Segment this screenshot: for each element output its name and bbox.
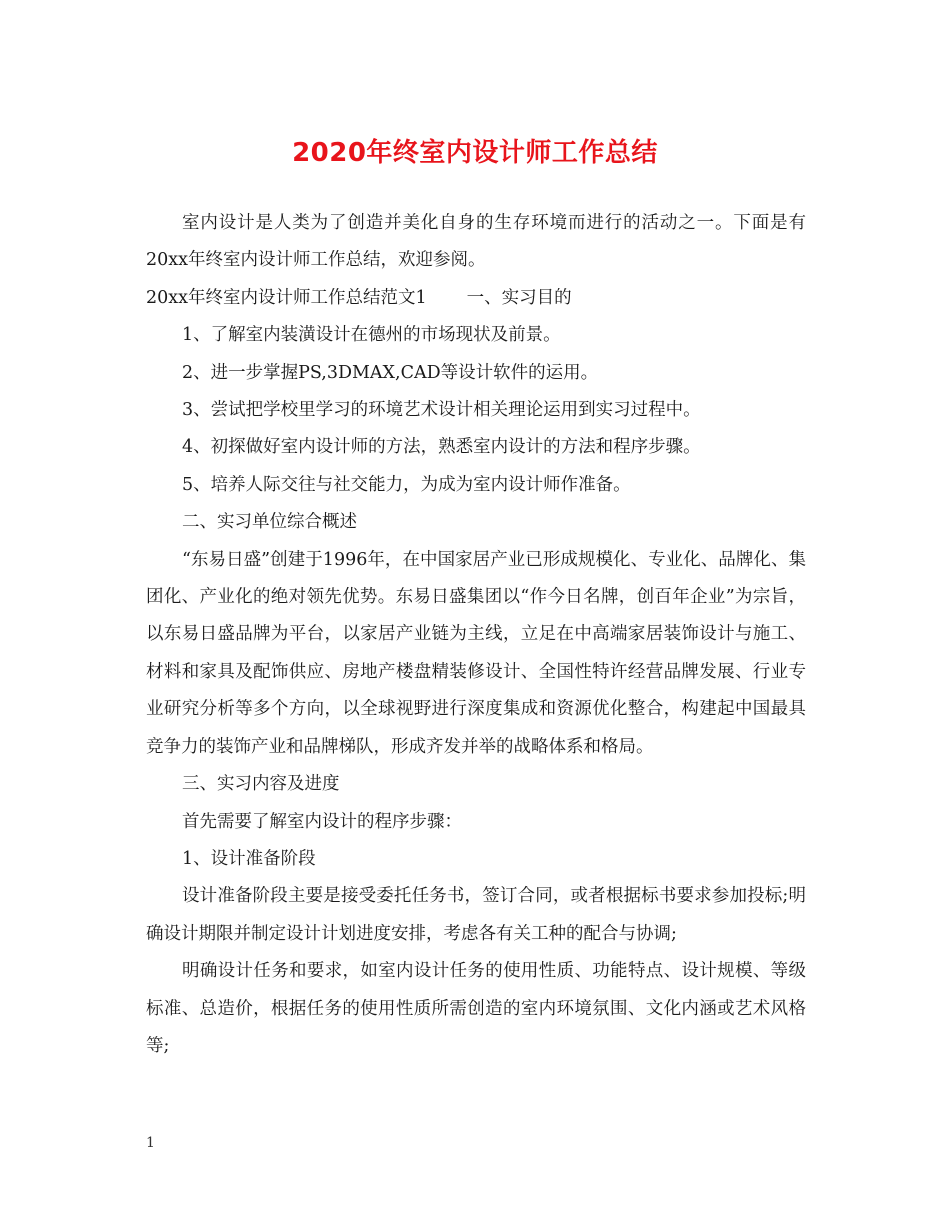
section-heading-1: 一、实习目的 [466,287,572,308]
page-number: 1 [146,1135,155,1151]
list-item-3: 3、尝试把学校里学习的环境艺术设计相关理论运用到实习过程中。 [182,400,701,421]
section-heading-3: 三、实习内容及进度 [182,774,340,795]
paragraph-company: “东易日盛”创建于1996年，在中国家居产业已形成规模化、专业化、品牌化、集团化、产业化的绝对领先优势。东易日盛集团以“作今日名牌，创百年企业”为宗旨，以东易日盛品牌为平台，以家居产业链为主线，立足在中高端家居装饰设计与施工、材料和家具及配饰供应、房地产楼盘精装修设计、全国性特许经营品牌发展、行业专业研究分析等多个方向，以全球视野进行深度集成和资源优化整合，构建起中国最具竞争力的装饰产业和品牌梯队，形成齐发并举的战略体系和格局。 [146,549,806,757]
list-item-1: 1、了解室内装潢设计在德州的市场现状及前景。 [182,325,561,346]
section-heading-2: 二、实习单位综合概述 [182,512,357,533]
document-body [146,205,806,1065]
paragraph-sample-heading [146,280,806,317]
paragraph-preparation: 设计准备阶段主要是接受委托任务书，签订合同，或者根据标书要求参加投标;明确设计期限并制定设计计划进度安排，考虑各有关工种的配合与协调; [146,886,806,944]
paragraph-intro: 室内设计是人类为了创造并美化自身的生存环境而进行的活动之一。下面是有20xx年终室内设计师工作总结，欢迎参阅。 [146,213,806,271]
list-item-5: 5、培养人际交往与社交能力，为成为室内设计师作准备。 [182,474,631,495]
sample-title: 20xx年终室内设计师工作总结范文1 [146,287,427,308]
paragraph-steps-intro: 首先需要了解室内设计的程序步骤： [182,811,462,832]
document-title: 2020年终室内设计师工作总结 [292,138,658,168]
list-item-4: 4、初探做好室内设计师的方法，熟悉室内设计的方法和程序步骤。 [182,437,701,458]
paragraph-requirements: 明确设计任务和要求，如室内设计任务的使用性质、功能特点、设计规模、等级标准、总造价，根据任务的使用性质所需创造的室内环境氛围、文化内涵或艺术风格等; [146,961,806,1056]
list-item-2: 2、进一步掌握PS,3DMAX,CAD等设计软件的运用。 [182,362,599,383]
subheading-preparation: 1、设计准备阶段 [182,848,316,869]
